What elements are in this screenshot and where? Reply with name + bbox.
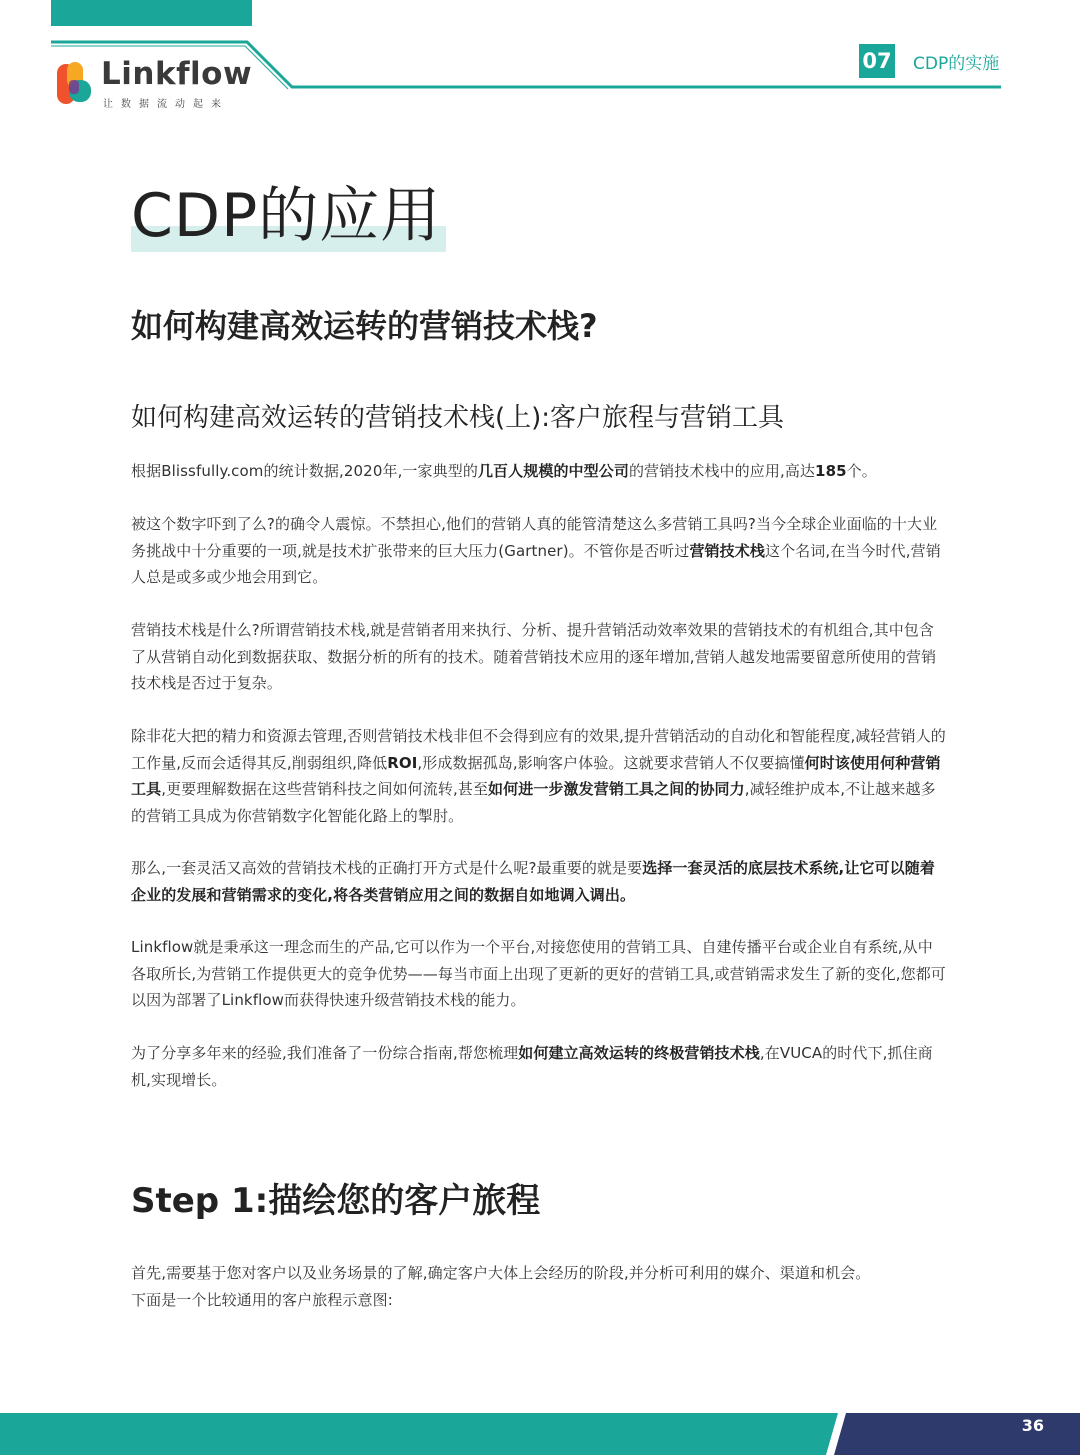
paragraph-6: Linkflow就是秉承这一理念而生的产品,它可以作为一个平台,对接您使用的营销工具、自建传播平台或企业自有系统,从中各取所长,为营销工作提供更大的竞争优势——每当市面上出现了更新的更好的营销工具,或营销需求发生了新的变化,您都可以因为部署了Linkflow而获得快速升级营销技术栈的能力。 (131, 938, 946, 1009)
logo-tagline: 让数据流动起来 (103, 99, 229, 110)
page-number: 36 (1021, 1416, 1044, 1435)
chapter-title: CDP的实施 (913, 54, 1000, 74)
paragraph-4: 除非花大把的精力和资源去管理,否则营销技术栈非但不会得到应有的效果,提升营销活动的自动化和智能程度,减轻营销人的工作量,反而会适得其反,削弱组织,降低ROI,形成数据孤岛,影响客户体验。这就要求营销人不仅要搞懂何时该使用何种营销工具,更要理解数据在这些营销科技之间如何流转,甚至如何进一步激发营销工具之间的协同力,减轻维护成本,不让越来越多的营销工具成为你营销数字化智能化路上的掣肘。 (131, 727, 946, 825)
paragraph-3: 营销技术栈是什么?所谓营销技术栈,就是营销者用来执行、分析、提升营销活动效率效果的营销技术的有机组合,其中包含了从营销自动化到数据获取、数据分析的所有的技术。随着营销技术应用的逐年增加,营销人越发地需要留意所使用的营销技术栈是否过于复杂。 (131, 621, 937, 692)
section-heading: 如何构建高效运转的营销技术栈? (131, 307, 598, 345)
page-title-block (131, 176, 441, 256)
logo-mark-icon (55, 60, 95, 108)
chapter-number-badge: 07 (859, 44, 895, 78)
page-title: CDP的应用 (131, 181, 442, 251)
paragraph-2: 被这个数字吓到了么?的确令人震惊。不禁担心,他们的营销人真的能管清楚这么多营销工具吗?当今全球企业面临的十大业务挑战中十分重要的一项,就是技术扩张带来的巨大压力(Gartner)。不管你是否听过营销技术栈这个名词,在当今时代,营销人总是或多或少地会用到它。 (131, 515, 941, 586)
paragraph-8: 首先,需要基于您对客户以及业务场景的了解,确定客户大体上会经历的阶段,并分析可利用的媒介、渠道和机会。 (131, 1264, 871, 1282)
paragraph-9: 下面是一个比较通用的客户旅程示意图: (131, 1291, 393, 1309)
paragraph-1: 根据Blissfully.com的统计数据,2020年,一家典型的几百人规模的中型公司的营销技术栈中的应用,高达185个。 (131, 462, 877, 480)
step-1-heading: Step 1:描绘您的客户旅程 (131, 1181, 541, 1221)
subsection-heading: 如何构建高效运转的营销技术栈(上):客户旅程与营销工具 (131, 403, 785, 433)
logo-wordmark: Linkflow (101, 56, 253, 92)
paragraph-5: 那么,一套灵活又高效的营销技术栈的正确打开方式是什么呢?最重要的就是要选择一套灵活的底层技术系统,让它可以随着企业的发展和营销需求的变化,将各类营销应用之间的数据自如地调入调出。 (131, 859, 935, 904)
paragraph-7: 为了分享多年来的经验,我们准备了一份综合指南,帮您梳理如何建立高效运转的终极营销技术栈,在VUCA的时代下,抓住商机,实现增长。 (131, 1044, 933, 1089)
footer-band (0, 1413, 1080, 1455)
linkflow-logo (55, 56, 253, 114)
